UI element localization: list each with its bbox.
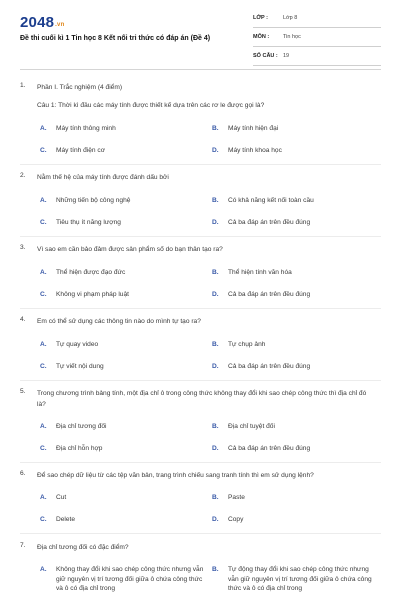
logo-number: 2048 xyxy=(20,14,55,31)
option-letter: B. xyxy=(212,566,219,573)
option-letter: C. xyxy=(40,363,47,370)
option-letter: D. xyxy=(212,516,219,523)
option-letter: D. xyxy=(212,291,219,298)
option-text: Tự quay video xyxy=(56,341,99,348)
meta-row-class xyxy=(253,12,381,28)
question-divider xyxy=(20,236,381,237)
option-text: Thể hiện được đạo đức xyxy=(56,269,126,276)
document-header xyxy=(0,0,400,68)
question-text: Em có thể sử dụng các thông tin nào do mình tự tạo ra? xyxy=(37,318,201,325)
option-text: Địa chỉ tương đối xyxy=(56,423,107,430)
option-letter: B. xyxy=(212,197,219,204)
option-letter: C. xyxy=(40,219,47,226)
option-text: Máy tính thông minh xyxy=(56,125,116,132)
option-text: Cả ba đáp án trên đều đúng xyxy=(228,445,311,452)
document-meta xyxy=(253,12,381,69)
meta-row-count xyxy=(253,50,381,66)
question-number: 2. xyxy=(20,172,26,179)
option-letter: D. xyxy=(212,219,219,226)
option-text: Tự động thay đổi khi sao chép công thức nhưng vẫn giữ nguyên vị trí tương đối giữa ô chứa công thức và ô có địa chỉ trong xyxy=(228,566,372,592)
option-letter: C. xyxy=(40,291,47,298)
option-text: Máy tính khoa học xyxy=(228,147,282,154)
option-letter: B. xyxy=(212,125,219,132)
option-text: Thể hiện tính văn hóa xyxy=(228,269,292,276)
header-divider xyxy=(20,69,381,70)
meta-key: MÔN : xyxy=(253,34,270,40)
question-divider xyxy=(20,164,381,165)
option-letter: A. xyxy=(40,566,47,573)
option-text: Máy tính hiện đại xyxy=(228,125,279,132)
meta-key: LỚP : xyxy=(253,15,268,21)
option-letter: A. xyxy=(40,494,47,501)
question-subtext: Câu 1: Thời kì đầu các máy tính được thiết kế dựa trên các rơ le được gọi là? xyxy=(37,102,265,109)
option-text: Cả ba đáp án trên đều đúng xyxy=(228,363,311,370)
question-number: 3. xyxy=(20,244,26,251)
question-divider xyxy=(20,308,381,309)
option-text: Cả ba đáp án trên đều đúng xyxy=(228,291,311,298)
question-number: 4. xyxy=(20,316,26,323)
question-text: Nằm thế hệ của máy tính được đánh dấu bởi xyxy=(37,174,169,181)
option-text: Tiêu thụ ít năng lượng xyxy=(56,219,121,226)
option-text: Máy tính điện cơ xyxy=(56,147,106,154)
option-text: Không vi phạm pháp luật xyxy=(56,291,129,298)
question-divider xyxy=(20,533,381,534)
logo-suffix: .vn xyxy=(55,22,65,28)
option-letter: B. xyxy=(212,269,219,276)
question-text: Để sao chép dữ liệu từ các tệp văn bản, trang trình chiếu sang tranh tính thì em sử dụng lệnh? xyxy=(37,472,314,479)
site-logo[interactable] xyxy=(20,14,64,31)
question-number: 5. xyxy=(20,388,26,395)
meta-value: Tin học xyxy=(283,34,301,40)
option-letter: B. xyxy=(212,494,219,501)
question-text: Vì sao em cần bảo đảm được sản phẩm số do bạn thân tạo ra? xyxy=(37,246,223,253)
option-text: Copy xyxy=(228,516,244,523)
option-text: Cả ba đáp án trên đều đúng xyxy=(228,219,311,226)
question-number: 1. xyxy=(20,82,26,89)
question-text: Địa chỉ tương đối có đặc điểm? xyxy=(37,544,129,551)
option-text: Không thay đổi khi sao chép công thức nhưng vẫn giữ nguyên vị trí tương đối giữa ô chứa công thức và ô có địa chỉ trong xyxy=(56,566,204,592)
option-letter: A. xyxy=(40,197,47,204)
option-text: Cut xyxy=(56,494,67,501)
option-letter: A. xyxy=(40,423,47,430)
option-letter: D. xyxy=(212,147,219,154)
question-divider xyxy=(20,380,381,381)
option-letter: A. xyxy=(40,125,47,132)
option-text: Những tiến bộ công nghệ xyxy=(56,197,131,204)
question-text: Phần I. Trắc nghiệm (4 điểm) xyxy=(37,84,123,91)
option-text: Địa chỉ hỗn hợp xyxy=(56,445,103,452)
option-letter: A. xyxy=(40,341,47,348)
option-letter: D. xyxy=(212,363,219,370)
option-text: Paste xyxy=(228,494,245,501)
option-letter: B. xyxy=(212,341,219,348)
document-title: Đề thi cuối kì 1 Tin học 8 Kết nối tri thức có đáp án (Đề 4) xyxy=(20,35,211,42)
option-letter: C. xyxy=(40,516,47,523)
option-letter: A. xyxy=(40,269,47,276)
option-text: Địa chỉ tuyệt đối xyxy=(228,423,275,430)
option-letter: B. xyxy=(212,423,219,430)
option-text: Tự viết nội dung xyxy=(56,363,104,370)
meta-row-subject xyxy=(253,31,381,47)
question-text: Trong chương trình bảng tính, một địa chỉ ô trong công thức không thay đổi khi sao chép công thức thì địa chỉ đó là? xyxy=(37,390,367,408)
option-text: Delete xyxy=(56,516,76,523)
meta-value: Lớp 8 xyxy=(283,15,298,21)
option-text: Có khả năng kết nối toàn cầu xyxy=(228,197,314,204)
question-number: 7. xyxy=(20,542,26,549)
option-text: Tự chụp ảnh xyxy=(228,341,266,348)
meta-value: 19 xyxy=(283,53,290,59)
question-divider xyxy=(20,462,381,463)
option-letter: C. xyxy=(40,147,47,154)
option-letter: C. xyxy=(40,445,47,452)
question-number: 6. xyxy=(20,470,26,477)
option-letter: D. xyxy=(212,445,219,452)
meta-key: SỐ CÂU : xyxy=(253,53,278,59)
